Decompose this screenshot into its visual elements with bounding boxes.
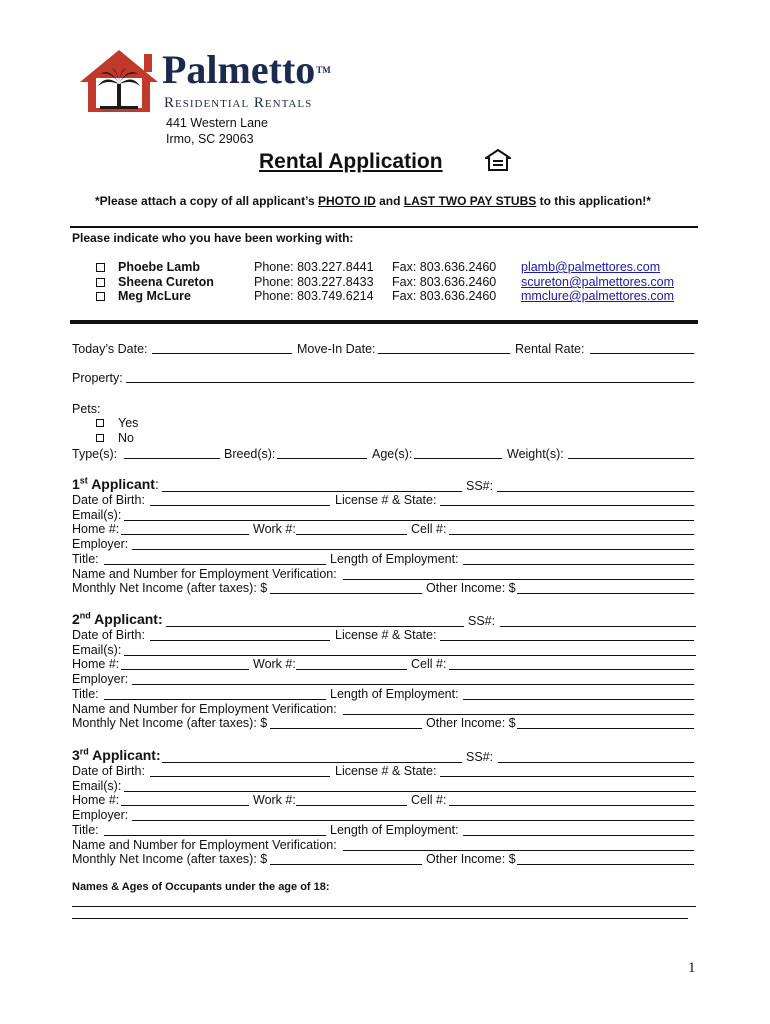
- brand-name: Palmetto: [162, 47, 316, 92]
- brand-tagline: Residential Rentals: [164, 95, 313, 111]
- pay-stubs-text: LAST TWO PAY STUBS: [403, 194, 537, 208]
- agents-divider: [70, 320, 698, 324]
- pets-no-label: No: [118, 431, 134, 445]
- address-line-1: 441 Western Lane: [166, 116, 268, 130]
- applicant-2-dob-label: Date of Birth:: [72, 628, 145, 642]
- trademark-mark: TM: [316, 65, 331, 75]
- applicant-3-employer-label: Employer:: [72, 808, 129, 822]
- applicant-2-employer-field[interactable]: [132, 684, 694, 685]
- applicant-1-home-label: Home #:: [72, 522, 120, 536]
- applicant-3-work-field[interactable]: [296, 805, 407, 806]
- applicant-3-cell-label: Cell #:: [411, 793, 447, 807]
- applicant-1-ss-label: SS#:: [466, 479, 494, 493]
- applicant-2-name-field[interactable]: [166, 626, 464, 627]
- rental-rate-label: Rental Rate:: [515, 342, 585, 356]
- applicant-2-length-label: Length of Employment:: [330, 687, 459, 701]
- applicant-3-length-field[interactable]: [463, 835, 694, 836]
- applicant-1-other-income-label: Other Income: $: [426, 581, 516, 595]
- move-in-date-field[interactable]: [378, 353, 510, 354]
- pets-yes-label: Yes: [118, 416, 139, 430]
- applicant-2-income-field[interactable]: [270, 728, 422, 729]
- applicant-2-ss-label: SS#:: [468, 614, 496, 628]
- applicant-2-verification-label: Name and Number for Employment Verification:: [72, 702, 337, 716]
- agent-fax: Fax: 803.636.2460: [392, 260, 497, 274]
- applicant-1-dob-label: Date of Birth:: [72, 493, 145, 507]
- attachment-notice: *Please attach a copy of all applicant’s PHOTO ID and LAST TWO PAY STUBS to this application!*: [95, 194, 651, 208]
- applicant-1-heading: 1st Applicant:: [72, 475, 159, 492]
- applicant-2-cell-label: Cell #:: [411, 657, 447, 671]
- company-logo: [78, 48, 358, 114]
- applicant-3-home-label: Home #:: [72, 793, 120, 807]
- applicant-2-work-label: Work #:: [253, 657, 296, 671]
- page-title: Rental Application: [259, 150, 443, 173]
- applicant-1-email-label: Email(s):: [72, 508, 122, 522]
- applicant-3-name-field[interactable]: [162, 762, 462, 763]
- property-field[interactable]: [126, 382, 694, 383]
- occupants-field-line-2[interactable]: [72, 918, 688, 919]
- applicant-3-other-income-label: Other Income: $: [426, 852, 516, 866]
- agent-checkbox-phoebe[interactable]: [96, 263, 105, 272]
- applicant-3-dob-label: Date of Birth:: [72, 764, 145, 778]
- agent-checkbox-meg[interactable]: [96, 292, 105, 301]
- pet-weights-label: Weight(s):: [507, 447, 564, 461]
- applicant-3-cell-field[interactable]: [449, 805, 694, 806]
- applicant-1-ss-field[interactable]: [497, 491, 694, 492]
- applicant-2-home-label: Home #:: [72, 657, 120, 671]
- todays-date-label: Today’s Date:: [72, 342, 148, 356]
- equal-housing-icon: [485, 149, 511, 171]
- applicant-3-other-income-field[interactable]: [517, 864, 694, 865]
- applicant-1-verification-field[interactable]: [343, 579, 694, 580]
- applicant-2-home-field[interactable]: [121, 669, 249, 670]
- top-divider: [70, 226, 698, 228]
- applicant-1-employer-label: Employer:: [72, 537, 129, 551]
- applicant-2-email-label: Email(s):: [72, 643, 122, 657]
- pet-weights-field[interactable]: [568, 458, 694, 459]
- applicant-2-cell-field[interactable]: [449, 669, 694, 670]
- agent-fax: Fax: 803.636.2460: [392, 289, 497, 303]
- applicant-3-email-field[interactable]: [124, 791, 696, 792]
- agents-heading: Please indicate who you have been working with:: [72, 231, 354, 245]
- applicant-2-work-field[interactable]: [296, 669, 407, 670]
- property-label: Property:: [72, 371, 123, 385]
- applicant-2-ss-field[interactable]: [500, 626, 696, 627]
- applicant-1-work-field[interactable]: [296, 534, 407, 535]
- todays-date-field[interactable]: [152, 353, 292, 354]
- address-line-2: Irmo, SC 29063: [166, 132, 254, 146]
- applicant-3-work-label: Work #:: [253, 793, 296, 807]
- applicant-1-length-field[interactable]: [463, 564, 694, 565]
- applicant-2-other-income-field[interactable]: [517, 728, 694, 729]
- pet-types-label: Type(s):: [72, 447, 118, 461]
- applicant-2-heading: 2nd Applicant:: [72, 610, 163, 627]
- applicant-1-income-label: Monthly Net Income (after taxes): $: [72, 581, 268, 595]
- applicant-2-dob-field[interactable]: [150, 640, 330, 641]
- agent-email-link[interactable]: plamb@palmettores.com: [521, 260, 661, 274]
- applicant-1-income-field[interactable]: [270, 593, 422, 594]
- applicant-1-employer-field[interactable]: [132, 549, 694, 550]
- applicant-1-license-field[interactable]: [440, 505, 694, 506]
- agent-checkbox-sheena[interactable]: [96, 278, 105, 287]
- applicant-2-verification-field[interactable]: [343, 714, 694, 715]
- house-palm-logo-icon: [78, 48, 160, 114]
- applicant-2-license-field[interactable]: [440, 640, 694, 641]
- applicant-2-license-label: License # & State:: [335, 628, 437, 642]
- applicant-2-email-field[interactable]: [124, 655, 696, 656]
- applicant-3-home-field[interactable]: [121, 805, 249, 806]
- applicant-3-license-field[interactable]: [440, 776, 694, 777]
- agent-phone: Phone: 803.227.8433: [254, 275, 374, 289]
- applicant-3-verification-field[interactable]: [343, 850, 694, 851]
- applicant-3-heading: 3rd Applicant:: [72, 746, 161, 763]
- applicant-3-license-label: License # & State:: [335, 764, 437, 778]
- applicant-3-title-label: Title:: [72, 823, 99, 837]
- applicant-1-email-field[interactable]: [124, 520, 694, 521]
- agent-email-link[interactable]: scureton@palmettores.com: [521, 275, 675, 289]
- occupants-heading: Names & Ages of Occupants under the age of 18:: [72, 881, 330, 893]
- applicant-3-employer-field[interactable]: [132, 820, 694, 821]
- page-number: 1: [688, 960, 696, 976]
- applicant-2-other-income-label: Other Income: $: [426, 716, 516, 730]
- agent-name: Sheena Cureton: [118, 275, 214, 289]
- applicant-1-license-label: License # & State:: [335, 493, 437, 507]
- applicant-3-ss-field[interactable]: [498, 762, 694, 763]
- move-in-date-label: Move-In Date:: [297, 342, 376, 356]
- applicant-2-title-label: Title:: [72, 687, 99, 701]
- applicant-2-employer-label: Employer:: [72, 672, 129, 686]
- agent-phone: Phone: 803.749.6214: [254, 289, 374, 303]
- applicant-3-income-label: Monthly Net Income (after taxes): $: [72, 852, 268, 866]
- pet-breeds-field[interactable]: [277, 458, 367, 459]
- pet-ages-field[interactable]: [414, 458, 502, 459]
- applicant-1-verification-label: Name and Number for Employment Verification:: [72, 567, 337, 581]
- agent-name: Phoebe Lamb: [118, 260, 200, 274]
- applicant-1-home-field[interactable]: [121, 534, 249, 535]
- pets-yes-checkbox[interactable]: [96, 419, 104, 427]
- pets-label: Pets:: [72, 402, 101, 416]
- agent-phone: Phone: 803.227.8441: [254, 260, 374, 274]
- applicant-1-dob-field[interactable]: [150, 505, 330, 506]
- occupants-field-line-1[interactable]: [72, 906, 696, 907]
- applicant-1-length-label: Length of Employment:: [330, 552, 459, 566]
- applicant-1-work-label: Work #:: [253, 522, 296, 536]
- pets-no-checkbox[interactable]: [96, 434, 104, 442]
- applicant-1-title-field[interactable]: [104, 564, 326, 565]
- agent-email-link[interactable]: mmclure@palmettores.com: [521, 289, 675, 303]
- applicant-3-income-field[interactable]: [270, 864, 422, 865]
- applicant-3-ss-label: SS#:: [466, 750, 494, 764]
- rental-rate-field[interactable]: [590, 353, 694, 354]
- applicant-3-title-field[interactable]: [104, 835, 326, 836]
- applicant-2-length-field[interactable]: [463, 699, 694, 700]
- applicant-3-email-label: Email(s):: [72, 779, 122, 793]
- applicant-3-length-label: Length of Employment:: [330, 823, 459, 837]
- applicant-2-income-label: Monthly Net Income (after taxes): $: [72, 716, 268, 730]
- pet-ages-label: Age(s):: [372, 447, 413, 461]
- applicant-2-title-field[interactable]: [104, 699, 326, 700]
- applicant-1-other-income-field[interactable]: [517, 593, 694, 594]
- agent-fax: Fax: 803.636.2460: [392, 275, 497, 289]
- applicant-3-verification-label: Name and Number for Employment Verification:: [72, 838, 337, 852]
- applicant-3-dob-field[interactable]: [150, 776, 330, 777]
- pet-breeds-label: Breed(s):: [224, 447, 276, 461]
- pet-types-field[interactable]: [124, 458, 220, 459]
- applicant-1-cell-field[interactable]: [449, 534, 694, 535]
- applicant-1-cell-label: Cell #:: [411, 522, 447, 536]
- applicant-1-name-field[interactable]: [162, 491, 462, 492]
- agent-name: Meg McLure: [118, 289, 191, 303]
- photo-id-text: PHOTO ID: [317, 194, 376, 208]
- applicant-1-title-label: Title:: [72, 552, 99, 566]
